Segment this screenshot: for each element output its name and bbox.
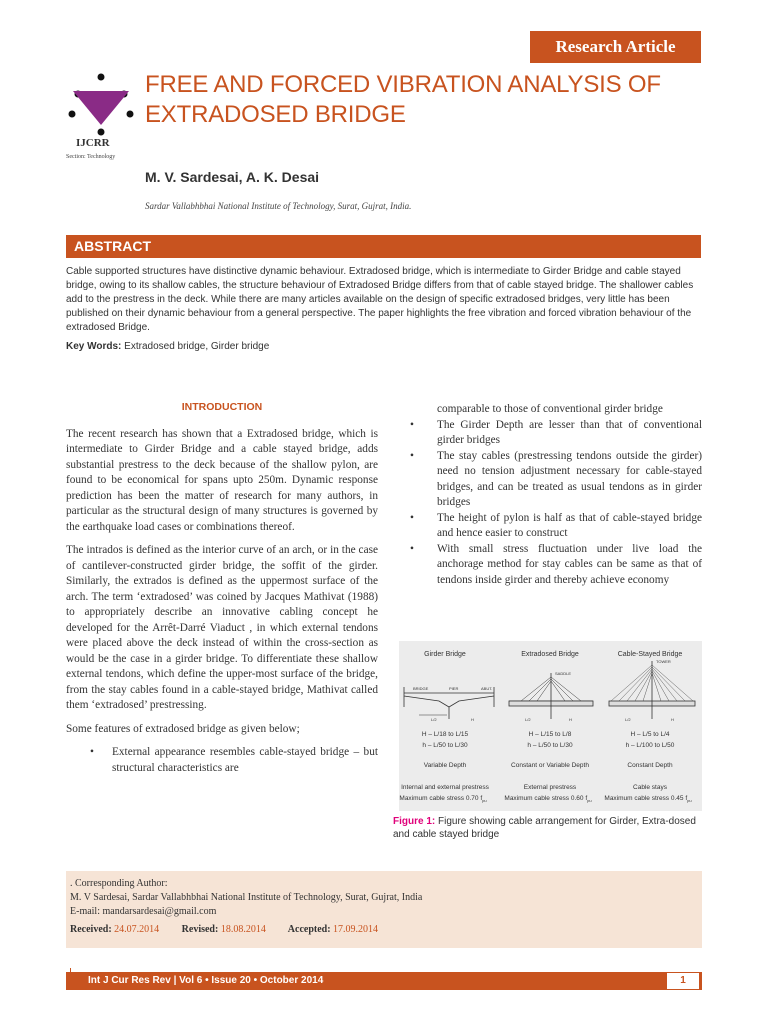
article-title: FREE AND FORCED VIBRATION ANALYSIS OF EXTRADOSED BRIDGE (145, 71, 661, 128)
extradosed-ratio-1: H – L/15 to L/8 (528, 731, 572, 738)
author-affiliation: Sardar Vallabhbhai National Institute of Technology, Surat, Gujrat, India. (145, 201, 412, 211)
feature-bullet-1 (66, 745, 378, 776)
journal-section: Section: Technology (66, 154, 116, 160)
feature-bullet-4-text: The height of pylon is half as that of cable-stayed bridge and hence easier to construct (437, 511, 702, 539)
bridge-comparison-figure (399, 641, 702, 811)
girder-max-stress: Maximum cable stress 0.70 $f_{pu}$ (399, 795, 487, 803)
article-type-badge: Research Article (530, 31, 701, 63)
extradosed-prestress: External prestress (523, 784, 577, 791)
cablestayed-bridge-diagram (609, 661, 695, 719)
cablestayed-depth-type: Constant Depth (627, 762, 673, 769)
extradosed-saddle-label: SADDLE (555, 671, 572, 676)
keywords (66, 341, 269, 352)
bullet-marker: • (90, 746, 94, 758)
intro-paragraph-1: The recent research has shown that a Extradosed bridge, which is intermediate to Girder Bridge and a cable stayed bridge, adds substantial prestress to the deck because of the shallow pylon, are found to be economical for spans upto 250m. Dynamic response prediction has been the matter of research for many authors, in particular as the structural design of many structures is governed by the earthquake load cases or combinations thereof. (66, 427, 378, 533)
cablestayed-depth-label: H (671, 717, 674, 722)
extradosed-max-stress: Maximum cable stress 0.60 $f_{pu}$ (504, 795, 592, 803)
accepted-label: Accepted: (287, 924, 331, 935)
girder-prestress: Internal and external prestress (401, 784, 489, 791)
feature-bullet-3 (408, 449, 702, 511)
author-list: M. V. Sardesai, A. K. Desai (145, 169, 320, 185)
received-label: Received: (70, 924, 112, 935)
girder-bridge-diagram (404, 687, 494, 719)
footer-divider (70, 968, 71, 990)
footer-citation: Int J Cur Res Rev | Vol 6 • Issue 20 • October 2014 (88, 975, 324, 986)
revised-label: Revised: (181, 924, 219, 935)
right-column (408, 402, 702, 588)
received-date: 24.07.2014 (114, 924, 160, 935)
extradosed-depth-label: H (569, 717, 572, 722)
extradosed-bridge-diagram (509, 673, 593, 719)
girder-bridge-label: BRIDGE (413, 686, 429, 691)
girder-pier-label: PIER (449, 686, 459, 691)
cablestayed-span-label: L/2 (625, 717, 631, 722)
figure-caption-text: Figure showing cable arrangement for Girder, Extra-dosed and cable stayed bridge (393, 816, 696, 840)
girder-abut-label: ABUT. (481, 686, 493, 691)
cablestayed-ratio-2: h – L/100 to L/50 (625, 742, 675, 749)
girder-ratio-2: h – L/50 to L/30 (422, 742, 468, 749)
abstract-text: Cable supported structures have distinctive dynamic behaviour. Extradosed bridge, which is intermediate to Girder Bridge and cable stayed bridge, owing to its shallow cables, the structure behaviour of Extradosed Bridge differs from that of cable stayed bridge. The shallower cables add to the prestress in the deck. While there are many articles available on the design of specific extradosed bridges, very little has been published on their dynamic behaviour from a general perspective. The paper highlights the free vibration and forced vibration behaviour of the extradosed Bridge. (66, 266, 694, 333)
feature-bullet-5 (408, 542, 702, 589)
left-column (66, 400, 378, 776)
figure-caption (393, 815, 703, 841)
feature-bullet-4 (408, 511, 702, 542)
corresponding-author-email: E-mail: mandarsardesai@gmail.com (70, 906, 217, 917)
extradosed-depth-type: Constant or Variable Depth (511, 762, 589, 769)
extradosed-panel-title: Extradosed Bridge (521, 651, 579, 658)
girder-panel-title: Girder Bridge (424, 651, 466, 658)
keywords-value: Extradosed bridge, Girder bridge (124, 341, 270, 352)
corresponding-author-label: . Corresponding Author: (70, 878, 168, 889)
cablestayed-max-stress: Maximum cable stress 0.45 $f_{pu}$ (604, 795, 692, 803)
accepted-date: 17.09.2014 (333, 924, 379, 935)
bullet-marker: • (410, 511, 414, 524)
feature-bullet-5-text: With small stress fluctuation under live load the anchorage method for stay cables can be same as that of tendons inside girder and thereby achieve economy (437, 542, 702, 586)
girder-depth-type: Variable Depth (423, 762, 467, 769)
bullet-marker: • (410, 542, 414, 555)
feature-bullet-1-text: External appearance resembles cable-stayed bridge – but structural characteristics are (112, 746, 378, 774)
corresponding-author-box (66, 871, 702, 948)
figure-caption-label: Figure 1: (393, 816, 436, 827)
cablestayed-ratio-1: H – L/5 to L/4 (630, 731, 670, 738)
corresponding-author-address: M. V Sardesai, Sardar Vallabhbhai National Institute of Technology, Surat, Gujrat, India (70, 892, 423, 903)
feature-bullet-1-continued: comparable to those of conventional girder bridge (437, 403, 663, 415)
girder-depth-label: H (471, 717, 474, 722)
intro-paragraph-3: Some features of extradosed bridge as given below; (66, 722, 300, 735)
feature-bullet-2 (408, 418, 702, 449)
extradosed-span-label: L/2 (525, 717, 531, 722)
bullet-marker: • (410, 418, 414, 431)
introduction-heading: INTRODUCTION (181, 401, 263, 413)
extradosed-ratio-2: h – L/50 to L/30 (527, 742, 573, 749)
girder-ratio-1: H – L/18 to L/15 (421, 731, 469, 738)
journal-abbrev: IJCRR (76, 137, 110, 149)
cablestayed-panel-title: Cable-Stayed Bridge (617, 651, 683, 658)
keywords-label: Key Words: (66, 341, 122, 352)
girder-span-label: L/2 (431, 717, 437, 722)
feature-bullet-3-text: The stay cables (prestressing tendons outside the girder) need no tension adjustment necessary for cable-stayed bridges, and can be treated as usual tendons as in girder bridges (437, 449, 702, 508)
cablestayed-prestress: Cable stays (633, 784, 667, 791)
page-number: 1 (667, 973, 699, 989)
article-dates (70, 923, 696, 937)
bullet-marker: • (410, 449, 414, 462)
revised-date: 18.08.2014 (220, 924, 266, 935)
feature-bullet-2-text: The Girder Depth are lesser than that of conventional girder bridges (437, 418, 702, 446)
intro-paragraph-2: The intrados is defined as the interior curve of an arch, or in the case of cantilever-constructed girder bridge, the soffit of the girder. Similarly, the extrados is defined as the uppermost surface of the arch. The term ‘extradosed’ was coined by Jacques Mathivat (1988) to appropriately describe an innovative cabling concept he developed for the Arrêt-Darré Viaduct , in which external tendons were placed above the deck instead of within the cross-section as would be the case in a girder bridge. To differentiate these shallow external tendons, which define the upper-most surface of the bridge, from the stay cables found in a cable-stayed bridge, Mathivat called them ‘extradosed’ prestressing. (66, 544, 378, 711)
cablestayed-tower-label: TOWER (656, 659, 671, 664)
abstract-heading: ABSTRACT (66, 235, 701, 258)
